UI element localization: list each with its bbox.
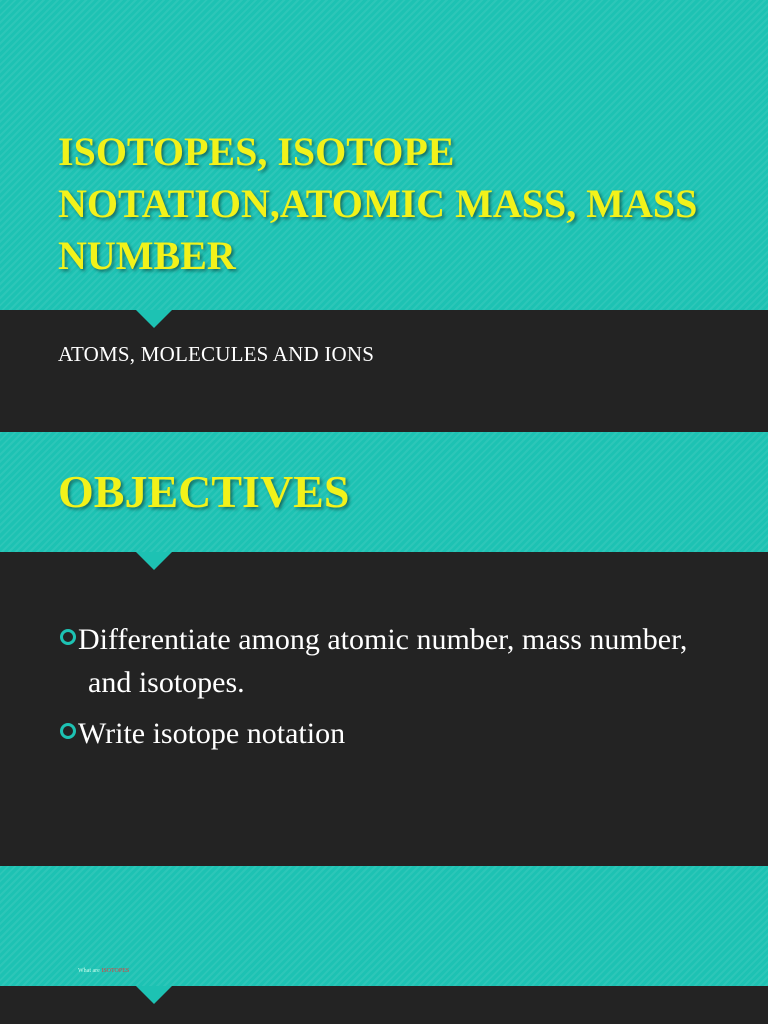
- slide-3-caption: [78, 968, 129, 974]
- circle-bullet-icon: [60, 629, 76, 645]
- slide-3-content-band: [0, 986, 768, 1024]
- objective-text: Write isotope notation: [78, 717, 346, 750]
- objective-item: [60, 618, 720, 704]
- slide-2-title: OBJECTIVES: [58, 466, 350, 517]
- circle-bullet-icon: [60, 723, 76, 739]
- slide-1-subtitle: ATOMS, MOLECULES AND IONS: [58, 342, 375, 366]
- slide-2-notch: [136, 552, 172, 570]
- slide-1-title: ISOTOPES, ISOTOPE NOTATION,ATOMIC MASS, MASS NUMBER: [58, 129, 698, 278]
- slide-3-caption-highlight: ISOTOPES: [101, 968, 130, 974]
- slide-3-title-band: [0, 866, 768, 986]
- slide-1-notch: [136, 310, 172, 328]
- slide-1-title-band: [0, 0, 768, 310]
- slide-1-subtitle-band: [0, 310, 768, 432]
- objective-item: [60, 712, 720, 755]
- objective-text: Differentiate among atomic number, mass number, and isotopes.: [78, 623, 688, 699]
- slide-2-content-band: [0, 552, 768, 866]
- objectives-list: [60, 618, 720, 763]
- slide-3-caption-prefix: What are: [78, 968, 100, 974]
- slide-2-title-band: [0, 432, 768, 552]
- slide-3-notch: [136, 986, 172, 1004]
